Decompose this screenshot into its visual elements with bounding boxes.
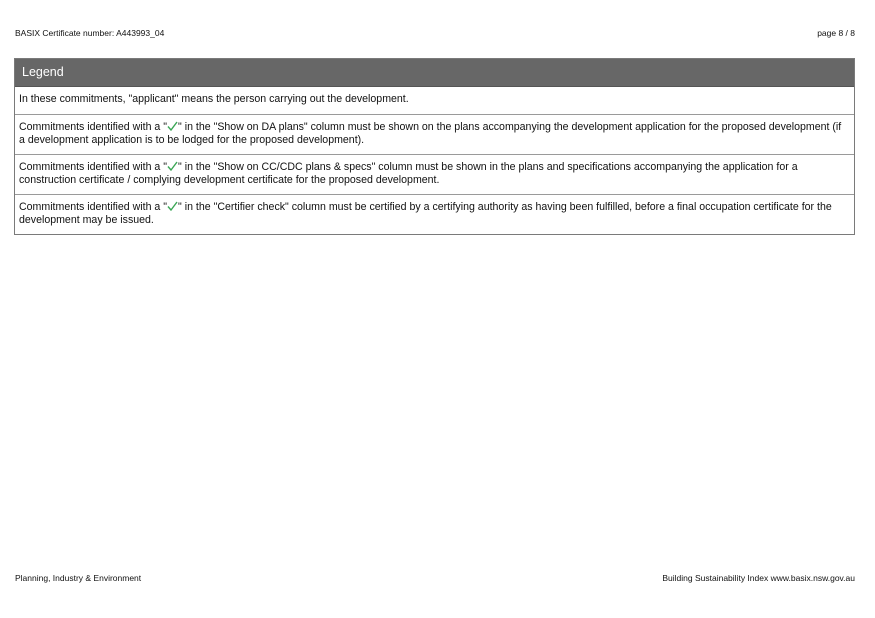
- legend-row-cc-cdc-plans: [15, 154, 854, 194]
- legend-table: [14, 58, 855, 235]
- legend-text-before: Commitments identified with a ": [19, 161, 168, 173]
- checkmark-icon: [167, 201, 178, 211]
- legend-row-da-plans: [15, 114, 854, 154]
- page-header: [15, 28, 855, 40]
- legend-text-after: " in the "Certifier check" column must be certified by a certifying authority as having been fulfilled, before a final occupation certificate for the development may be issued.: [19, 201, 832, 226]
- legend-intro-row: [15, 87, 854, 114]
- legend-text-before: Commitments identified with a ": [19, 201, 168, 213]
- legend-title: Legend: [15, 59, 854, 87]
- legend-intro-text: In these commitments, "applicant" means the person carrying out the development.: [19, 93, 409, 105]
- page-number: page 8 / 8: [817, 28, 855, 38]
- legend-text-before: Commitments identified with a ": [19, 121, 168, 133]
- legend-text-after: " in the "Show on CC/CDC plans & specs" column must be shown in the plans and specifications accompanying the application for a construction certificate / complying development certificate for the proposed development.: [19, 161, 798, 186]
- footer-department: Planning, Industry & Environment: [15, 573, 142, 583]
- certificate-number: BASIX Certificate number: A443993_04: [15, 28, 165, 38]
- checkmark-icon: [167, 161, 178, 171]
- legend-row-certifier-check: [15, 194, 854, 234]
- checkmark-icon: [167, 121, 178, 131]
- legend-text-after: " in the "Show on DA plans" column must be shown on the plans accompanying the development application for the proposed development (if a development application is to be lodged for the proposed development).: [19, 121, 842, 146]
- footer-website: Building Sustainability Index www.basix.nsw.gov.au: [662, 573, 855, 583]
